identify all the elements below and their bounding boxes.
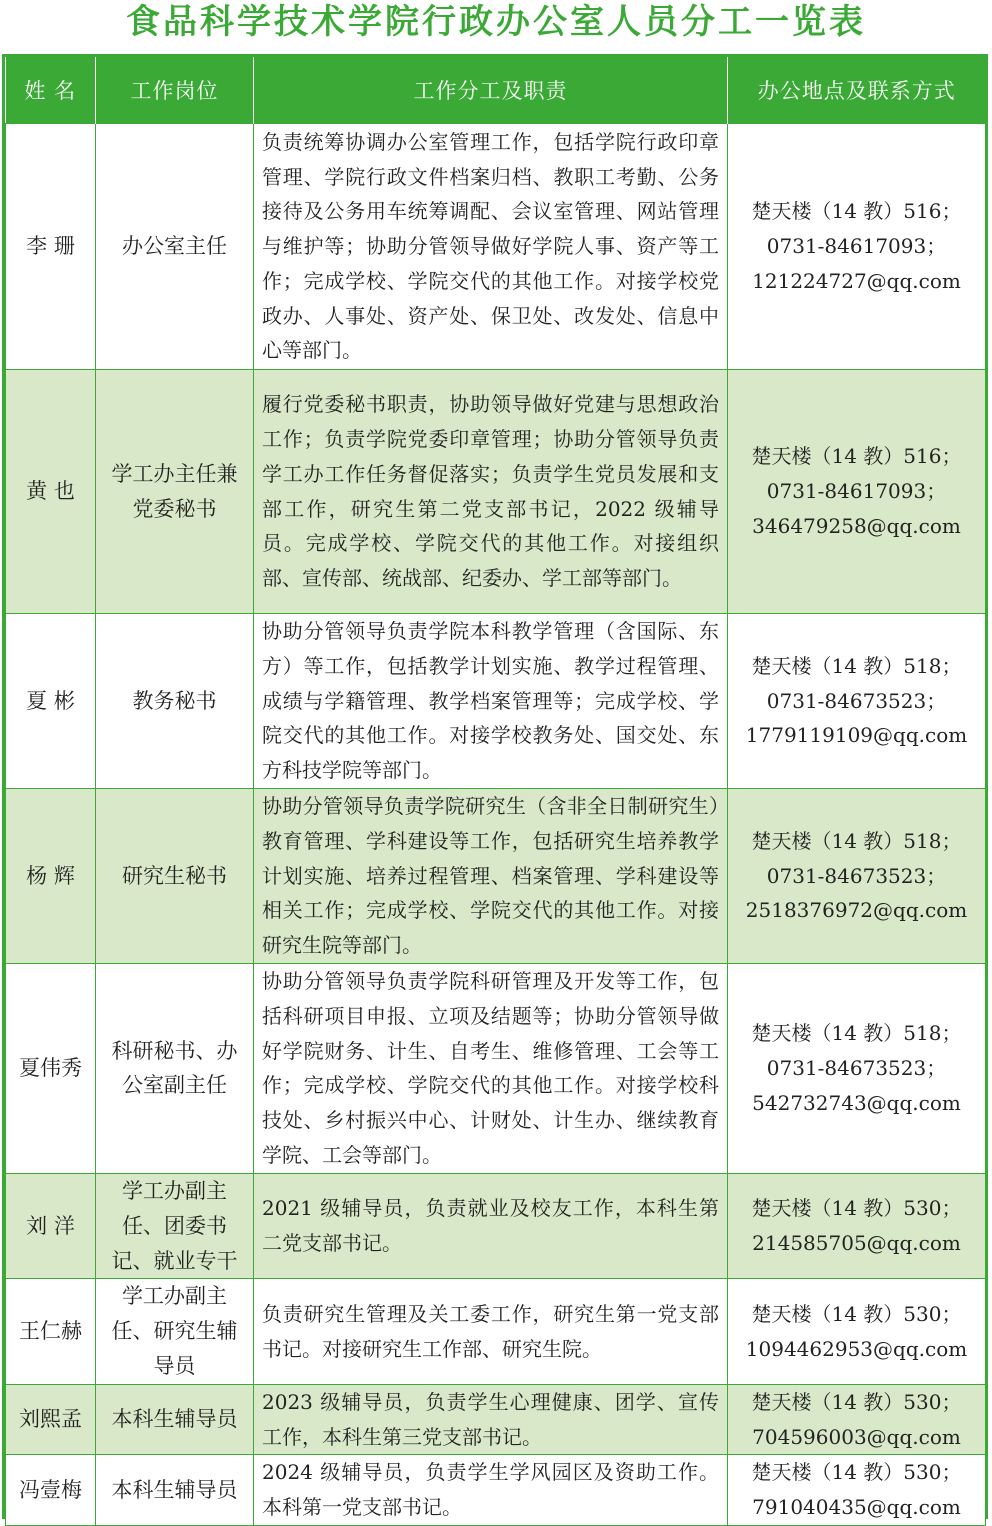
staff-duty: 2021 级辅导员，负责就业及校友工作，本科生第二党支部书记。	[254, 1173, 728, 1278]
header-name: 姓 名	[6, 57, 96, 124]
staff-post: 科研秘书、办公室副主任	[96, 963, 254, 1173]
staff-contact	[728, 788, 986, 963]
staff-post: 学工办主任兼党委秘书	[96, 370, 254, 614]
staff-duty: 2024 级辅导员，负责学生学风园区及资助工作。本科第一党支部书记。	[254, 1455, 728, 1526]
staff-name: 刘熙孟	[6, 1384, 96, 1455]
staff-name: 王仁赫	[6, 1279, 96, 1384]
email-address: 214585705@qq.com	[752, 1231, 961, 1256]
email-address: 704596003@qq.com	[752, 1424, 961, 1449]
staff-duty: 履行党委秘书职责，协助领导做好党建与思想政治工作；负责学院党委印章管理；协助分管领导负责学工办工作任务督促落实；负责学生党员发展和支部工作，研究生第二党支部书记，2022 级辅导员。完成学校、学院交代的其他工作。对接组织部、宣传部、统战部、纪委办、学工部等部门。	[254, 370, 728, 614]
email-address: 2518376972@qq.com	[745, 898, 968, 923]
email-address: 791040435@qq.com	[752, 1495, 961, 1520]
table-row	[6, 788, 986, 963]
staff-contact	[728, 614, 986, 789]
staff-post: 研究生秘书	[96, 788, 254, 963]
staff-post: 教务秘书	[96, 614, 254, 789]
office-location: 楚天楼（14 教）516；	[751, 444, 962, 469]
staff-duty: 协助分管领导负责学院研究生（含非全日制研究生）教育管理、学科建设等工作，包括研究生培养教学计划实施、培养过程管理、档案管理、学科建设等相关工作；完成学校、学院交代的其他工作。对接研究生院等部门。	[254, 788, 728, 963]
staff-contact	[728, 1384, 986, 1455]
staff-name: 杨 辉	[6, 788, 96, 963]
staff-duty: 协助分管领导负责学院科研管理及开发等工作，包括科研项目申报、立项及结题等；协助分管领导做好学院财务、计生、自考生、维修管理、工会等工作；完成学校、学院交代的其他工作。对接学校科技处、乡村振兴中心、计财处、计生办、继续教育学院、工会等部门。	[254, 963, 728, 1173]
staff-name: 李 珊	[6, 124, 96, 370]
staff-name: 刘 洋	[6, 1173, 96, 1278]
staff-contact	[728, 370, 986, 614]
staff-contact	[728, 124, 986, 370]
staff-name: 黄 也	[6, 370, 96, 614]
table-row	[6, 614, 986, 789]
staff-post: 本科生辅导员	[96, 1384, 254, 1455]
office-location: 楚天楼（14 教）518；	[751, 828, 962, 853]
staff-contact	[728, 963, 986, 1173]
header-duty: 工作分工及职责	[254, 57, 728, 124]
staff-post: 办公室主任	[96, 124, 254, 370]
table-row	[6, 1173, 986, 1278]
staff-name: 夏伟秀	[6, 963, 96, 1173]
staff-duty: 2023 级辅导员，负责学生心理健康、团学、宣传工作，本科生第三党支部书记。	[254, 1384, 728, 1455]
staff-contact	[728, 1173, 986, 1278]
staff-duty: 负责研究生管理及关工委工作，研究生第一党支部书记。对接研究生工作部、研究生院。	[254, 1279, 728, 1384]
staff-post: 学工办副主任、研究生辅导员	[96, 1279, 254, 1384]
phone-number: 0731-84617093；	[766, 479, 947, 504]
office-location: 楚天楼（14 教）518；	[751, 1021, 962, 1046]
email-address: 1094462953@qq.com	[745, 1336, 968, 1361]
staff-duty: 协助分管领导负责学院本科教学管理（含国际、东方）等工作，包括教学计划实施、教学过程管理、成绩与学籍管理、教学档案管理等；完成学校、学院交代的其他工作。对接学校教务处、国交处、东方科技学院等部门。	[254, 614, 728, 789]
phone-number: 0731-84673523；	[766, 1056, 947, 1081]
header-contact: 办公地点及联系方式	[728, 57, 986, 124]
email-address: 1779119109@qq.com	[745, 723, 968, 748]
staff-post: 本科生辅导员	[96, 1455, 254, 1526]
phone-number: 0731-84673523；	[766, 688, 947, 713]
email-address: 121224727@qq.com	[752, 268, 961, 293]
staff-name: 冯壹梅	[6, 1455, 96, 1526]
email-address: 346479258@qq.com	[752, 513, 961, 538]
staff-post: 学工办副主任、团委书记、就业专干	[96, 1173, 254, 1278]
office-location: 楚天楼（14 教）516；	[751, 199, 962, 224]
staff-contact	[728, 1455, 986, 1526]
table-row	[6, 963, 986, 1173]
table-header-row	[6, 57, 986, 124]
table-row	[6, 1455, 986, 1526]
table-row	[6, 1384, 986, 1455]
table-row	[6, 370, 986, 614]
phone-number: 0731-84673523；	[766, 863, 947, 888]
email-address: 542732743@qq.com	[752, 1090, 961, 1115]
staff-duty: 负责统筹协调办公室管理工作，包括学院行政印章管理、学院行政文件档案归档、教职工考勤、公务接待及公务用车统筹调配、会议室管理、网站管理与维护等；协助分管领导做好学院人事、资产等工作；完成学校、学院交代的其他工作。对接学校党政办、人事处、资产处、保卫处、改发处、信息中心等部门。	[254, 124, 728, 370]
phone-number: 0731-84617093；	[766, 234, 947, 259]
table-row	[6, 1279, 986, 1384]
page-title: 食品科学技术学院行政办公室人员分工一览表	[126, 2, 866, 42]
staff-table-frame	[2, 54, 988, 1519]
staff-table	[5, 57, 986, 1526]
office-location: 楚天楼（14 教）530；	[751, 1460, 962, 1485]
office-location: 楚天楼（14 教）530；	[751, 1301, 962, 1326]
staff-name: 夏 彬	[6, 614, 96, 789]
header-post: 工作岗位	[96, 57, 254, 124]
staff-contact	[728, 1279, 986, 1384]
office-location: 楚天楼（14 教）530；	[751, 1196, 962, 1221]
office-location: 楚天楼（14 教）518；	[751, 653, 962, 678]
office-location: 楚天楼（14 教）530；	[751, 1389, 962, 1414]
table-row	[6, 124, 986, 370]
